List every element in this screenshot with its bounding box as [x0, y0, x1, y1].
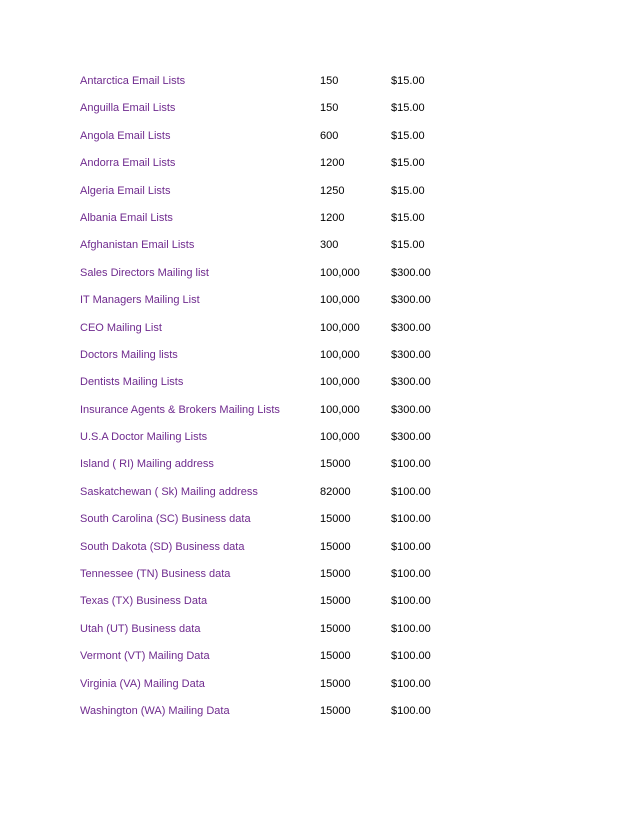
- list-price: $15.00: [391, 129, 425, 142]
- table-row: [80, 374, 520, 401]
- list-name-link[interactable]: Island ( RI) Mailing address: [80, 458, 214, 471]
- record-count: 15000: [320, 458, 351, 471]
- record-count: 150: [320, 75, 339, 87]
- list-price: $100.00: [391, 540, 431, 553]
- list-name-link[interactable]: Insurance Agents & Brokers Mailing Lists: [80, 403, 280, 416]
- list-name-link[interactable]: Washington (WA) Mailing Data: [80, 704, 230, 717]
- table-row: [80, 484, 520, 511]
- list-name-link[interactable]: Dentists Mailing Lists: [80, 376, 184, 389]
- list-name-link[interactable]: Doctors Mailing lists: [80, 348, 178, 361]
- table-row: [80, 456, 520, 483]
- list-name-link[interactable]: Antarctica Email Lists: [80, 75, 186, 87]
- record-count: 300: [320, 239, 339, 252]
- record-count: 15000: [320, 513, 351, 526]
- table-row: [80, 703, 520, 730]
- record-count: 82000: [320, 485, 351, 498]
- list-name-link[interactable]: Virginia (VA) Mailing Data: [80, 677, 205, 690]
- table-row: [80, 183, 520, 210]
- list-price: $15.00: [391, 75, 425, 87]
- list-name-link[interactable]: Algeria Email Lists: [80, 184, 171, 197]
- record-count: 100,000: [320, 376, 360, 389]
- table-row: [80, 593, 520, 620]
- price-list-table: [80, 73, 520, 730]
- record-count: 15000: [320, 568, 351, 581]
- table-row: [80, 320, 520, 347]
- record-count: 100,000: [320, 348, 360, 361]
- record-count: 15000: [320, 622, 351, 635]
- record-count: 1200: [320, 211, 345, 224]
- list-price: $100.00: [391, 650, 431, 663]
- table-row: [80, 429, 520, 456]
- record-count: 15000: [320, 704, 351, 717]
- table-row: [80, 128, 520, 155]
- list-name-link[interactable]: South Carolina (SC) Business data: [80, 513, 251, 526]
- list-price: $15.00: [391, 184, 425, 197]
- table-row: [80, 155, 520, 182]
- list-name-link[interactable]: U.S.A Doctor Mailing Lists: [80, 431, 208, 444]
- table-row: [80, 676, 520, 703]
- list-price: $300.00: [391, 321, 431, 334]
- table-row: [80, 648, 520, 675]
- list-price: $100.00: [391, 677, 431, 690]
- list-name-link[interactable]: Albania Email Lists: [80, 211, 173, 224]
- list-name-link[interactable]: South Dakota (SD) Business data: [80, 540, 245, 553]
- list-name-link[interactable]: Andorra Email Lists: [80, 157, 176, 170]
- record-count: 100,000: [320, 431, 360, 444]
- record-count: 150: [320, 102, 339, 115]
- table-row: [80, 100, 520, 127]
- list-price: $300.00: [391, 266, 431, 279]
- table-row: [80, 292, 520, 319]
- list-price: $300.00: [391, 376, 431, 389]
- table-row: [80, 511, 520, 538]
- record-count: 1200: [320, 157, 345, 170]
- list-name-link[interactable]: Anguilla Email Lists: [80, 102, 176, 115]
- table-row: [80, 73, 520, 100]
- record-count: 600: [320, 129, 339, 142]
- record-count: 1250: [320, 184, 345, 197]
- record-count: 15000: [320, 595, 351, 608]
- table-row: [80, 347, 520, 374]
- list-name-link[interactable]: Tennessee (TN) Business data: [80, 568, 231, 581]
- table-row: [80, 539, 520, 566]
- list-price: $100.00: [391, 704, 431, 717]
- list-price: $300.00: [391, 348, 431, 361]
- list-price: $300.00: [391, 294, 431, 307]
- list-price: $100.00: [391, 513, 431, 526]
- table-row: [80, 402, 520, 429]
- list-price: $100.00: [391, 485, 431, 498]
- list-price: $15.00: [391, 157, 425, 170]
- list-price: $15.00: [391, 239, 425, 252]
- record-count: 100,000: [320, 321, 360, 334]
- record-count: 15000: [320, 677, 351, 690]
- record-count: 100,000: [320, 294, 360, 307]
- list-price: $100.00: [391, 458, 431, 471]
- record-count: 100,000: [320, 266, 360, 279]
- list-price: $300.00: [391, 403, 431, 416]
- list-price: $100.00: [391, 595, 431, 608]
- record-count: 100,000: [320, 403, 360, 416]
- list-name-link[interactable]: Utah (UT) Business data: [80, 622, 201, 635]
- list-name-link[interactable]: Texas (TX) Business Data: [80, 595, 208, 608]
- list-name-link[interactable]: IT Managers Mailing List: [80, 294, 200, 307]
- table-row: [80, 566, 520, 593]
- list-name-link[interactable]: Afghanistan Email Lists: [80, 239, 195, 252]
- list-price: $100.00: [391, 622, 431, 635]
- table-row: [80, 265, 520, 292]
- list-name-link[interactable]: Angola Email Lists: [80, 129, 171, 142]
- list-price: $300.00: [391, 431, 431, 444]
- list-name-link[interactable]: CEO Mailing List: [80, 321, 162, 334]
- list-price: $15.00: [391, 211, 425, 224]
- list-price: $15.00: [391, 102, 425, 115]
- list-name-link[interactable]: Saskatchewan ( Sk) Mailing address: [80, 485, 258, 498]
- table-row: [80, 210, 520, 237]
- list-price: $100.00: [391, 568, 431, 581]
- record-count: 15000: [320, 540, 351, 553]
- record-count: 15000: [320, 650, 351, 663]
- table-row: [80, 621, 520, 648]
- table-row: [80, 237, 520, 264]
- list-name-link[interactable]: Vermont (VT) Mailing Data: [80, 650, 210, 663]
- list-name-link[interactable]: Sales Directors Mailing list: [80, 266, 209, 279]
